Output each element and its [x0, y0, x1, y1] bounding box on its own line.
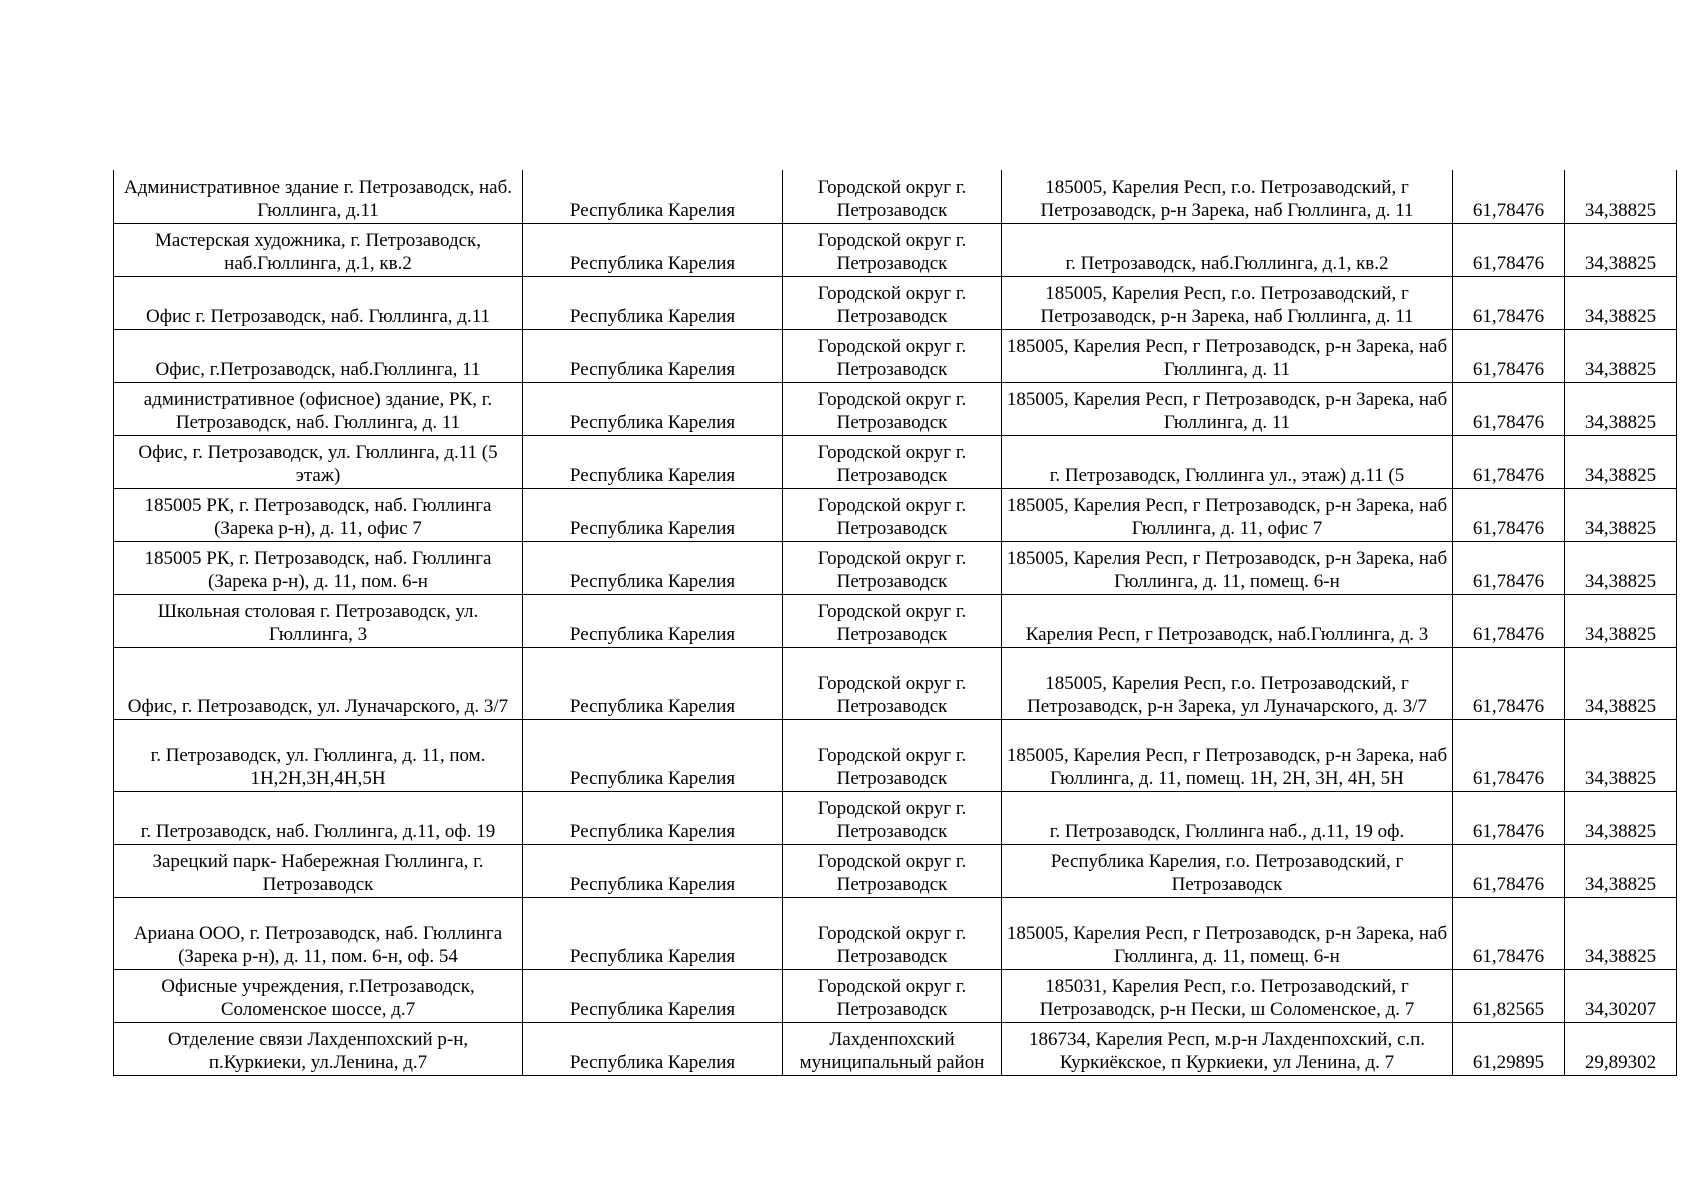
longitude-cell: 34,38825	[1565, 844, 1677, 897]
district-cell: Городской округ г. Петрозаводск	[783, 844, 1002, 897]
longitude-cell: 34,38825	[1565, 223, 1677, 276]
region-cell: Республика Карелия	[523, 382, 783, 435]
object-name-cell: Школьная столовая г. Петрозаводск, ул. Гюллинга, 3	[114, 594, 523, 647]
region-cell: Республика Карелия	[523, 488, 783, 541]
object-name-cell: административное (офисное) здание, РК, г. Петрозаводск, наб. Гюллинга, д. 11	[114, 382, 523, 435]
latitude-cell: 61,78476	[1453, 276, 1565, 329]
district-cell: Городской округ г. Петрозаводск	[783, 435, 1002, 488]
longitude-cell: 29,89302	[1565, 1022, 1677, 1075]
object-name-cell: Зарецкий парк- Набережная Гюллинга, г. Петрозаводск	[114, 844, 523, 897]
address-cell: Карелия Респ, г Петрозаводск, наб.Гюллинга, д. 3	[1002, 594, 1453, 647]
address-cell: 185005, Карелия Респ, г.о. Петрозаводский, г Петрозаводск, р-н Зарека, наб Гюллинга, д. 11	[1002, 276, 1453, 329]
longitude-cell: 34,38825	[1565, 329, 1677, 382]
district-cell: Городской округ г. Петрозаводск	[783, 647, 1002, 719]
object-name-cell: Офис г. Петрозаводск, наб. Гюллинга, д.11	[114, 276, 523, 329]
address-cell: 186734, Карелия Респ, м.р-н Лахденпохский, с.п. Куркиёкское, п Куркиеки, ул Ленина, д. 7	[1002, 1022, 1453, 1075]
table-row	[114, 541, 1677, 594]
region-cell: Республика Карелия	[523, 594, 783, 647]
address-cell: 185005, Карелия Респ, г Петрозаводск, р-н Зарека, наб Гюллинга, д. 11, помещ. 6-н	[1002, 897, 1453, 969]
address-cell: 185005, Карелия Респ, г Петрозаводск, р-н Зарека, наб Гюллинга, д. 11, помещ. 6-н	[1002, 541, 1453, 594]
object-name-cell: Офис, г. Петрозаводск, ул. Гюллинга, д.11 (5 этаж)	[114, 435, 523, 488]
latitude-cell: 61,78476	[1453, 844, 1565, 897]
district-cell: Городской округ г. Петрозаводск	[783, 382, 1002, 435]
latitude-cell: 61,78476	[1453, 719, 1565, 791]
object-name-cell: г. Петрозаводск, наб. Гюллинга, д.11, оф. 19	[114, 791, 523, 844]
latitude-cell: 61,78476	[1453, 488, 1565, 541]
registry-table-body	[114, 170, 1677, 1075]
longitude-cell: 34,38825	[1565, 170, 1677, 223]
object-name-cell: Офис, г. Петрозаводск, ул. Луначарского, д. 3/7	[114, 647, 523, 719]
address-cell: 185005, Карелия Респ, г Петрозаводск, р-н Зарека, наб Гюллинга, д. 11, помещ. 1Н, 2Н, 3Н, 4Н, 5Н	[1002, 719, 1453, 791]
table-row	[114, 329, 1677, 382]
table-row	[114, 897, 1677, 969]
table-row	[114, 382, 1677, 435]
region-cell: Республика Карелия	[523, 276, 783, 329]
table-row	[114, 488, 1677, 541]
longitude-cell: 34,38825	[1565, 897, 1677, 969]
latitude-cell: 61,78476	[1453, 647, 1565, 719]
region-cell: Республика Карелия	[523, 897, 783, 969]
address-cell: г. Петрозаводск, Гюллинга наб., д.11, 19 оф.	[1002, 791, 1453, 844]
table-row	[114, 719, 1677, 791]
address-cell: г. Петрозаводск, наб.Гюллинга, д.1, кв.2	[1002, 223, 1453, 276]
region-cell: Республика Карелия	[523, 969, 783, 1022]
latitude-cell: 61,78476	[1453, 382, 1565, 435]
region-cell: Республика Карелия	[523, 223, 783, 276]
district-cell: Городской округ г. Петрозаводск	[783, 223, 1002, 276]
latitude-cell: 61,78476	[1453, 170, 1565, 223]
latitude-cell: 61,78476	[1453, 329, 1565, 382]
table-row	[114, 647, 1677, 719]
region-cell: Республика Карелия	[523, 541, 783, 594]
table-row	[114, 223, 1677, 276]
table-row	[114, 1022, 1677, 1075]
latitude-cell: 61,78476	[1453, 223, 1565, 276]
district-cell: Городской округ г. Петрозаводск	[783, 719, 1002, 791]
address-cell: 185005, Карелия Респ, г Петрозаводск, р-н Зарека, наб Гюллинга, д. 11	[1002, 329, 1453, 382]
object-name-cell: 185005 РК, г. Петрозаводск, наб. Гюллинга (Зарека р-н), д. 11, пом. 6-н	[114, 541, 523, 594]
region-cell: Республика Карелия	[523, 844, 783, 897]
longitude-cell: 34,38825	[1565, 435, 1677, 488]
object-name-cell: Мастерская художника, г. Петрозаводск, наб.Гюллинга, д.1, кв.2	[114, 223, 523, 276]
object-name-cell: Ариана ООО, г. Петрозаводск, наб. Гюллинга (Зарека р-н), д. 11, пом. 6-н, оф. 54	[114, 897, 523, 969]
object-name-cell: Административное здание г. Петрозаводск, наб. Гюллинга, д.11	[114, 170, 523, 223]
object-name-cell: 185005 РК, г. Петрозаводск, наб. Гюллинга (Зарека р-н), д. 11, офис 7	[114, 488, 523, 541]
district-cell: Городской округ г. Петрозаводск	[783, 969, 1002, 1022]
district-cell: Городской округ г. Петрозаводск	[783, 897, 1002, 969]
object-name-cell: г. Петрозаводск, ул. Гюллинга, д. 11, пом. 1Н,2Н,3Н,4Н,5Н	[114, 719, 523, 791]
table-row	[114, 969, 1677, 1022]
district-cell: Лахденпохский муниципальный район	[783, 1022, 1002, 1075]
object-name-cell: Офисные учреждения, г.Петрозаводск, Соломенское шоссе, д.7	[114, 969, 523, 1022]
table-row	[114, 594, 1677, 647]
table-row	[114, 170, 1677, 223]
district-cell: Городской округ г. Петрозаводск	[783, 541, 1002, 594]
longitude-cell: 34,38825	[1565, 382, 1677, 435]
table-row	[114, 791, 1677, 844]
district-cell: Городской округ г. Петрозаводск	[783, 488, 1002, 541]
district-cell: Городской округ г. Петрозаводск	[783, 170, 1002, 223]
longitude-cell: 34,38825	[1565, 276, 1677, 329]
address-cell: 185031, Карелия Респ, г.о. Петрозаводский, г Петрозаводск, р-н Пески, ш Соломенское, д. 7	[1002, 969, 1453, 1022]
region-cell: Республика Карелия	[523, 435, 783, 488]
longitude-cell: 34,38825	[1565, 647, 1677, 719]
longitude-cell: 34,38825	[1565, 791, 1677, 844]
address-cell: 185005, Карелия Респ, г.о. Петрозаводский, г Петрозаводск, р-н Зарека, ул Луначарского, д. 3/7	[1002, 647, 1453, 719]
district-cell: Городской округ г. Петрозаводск	[783, 594, 1002, 647]
region-cell: Республика Карелия	[523, 719, 783, 791]
address-cell: Республика Карелия, г.о. Петрозаводский, г Петрозаводск	[1002, 844, 1453, 897]
region-cell: Республика Карелия	[523, 329, 783, 382]
table-row	[114, 435, 1677, 488]
district-cell: Городской округ г. Петрозаводск	[783, 791, 1002, 844]
address-cell: 185005, Карелия Респ, г Петрозаводск, р-н Зарека, наб Гюллинга, д. 11	[1002, 382, 1453, 435]
latitude-cell: 61,78476	[1453, 897, 1565, 969]
region-cell: Республика Карелия	[523, 791, 783, 844]
district-cell: Городской округ г. Петрозаводск	[783, 329, 1002, 382]
latitude-cell: 61,78476	[1453, 791, 1565, 844]
longitude-cell: 34,38825	[1565, 541, 1677, 594]
longitude-cell: 34,30207	[1565, 969, 1677, 1022]
latitude-cell: 61,29895	[1453, 1022, 1565, 1075]
latitude-cell: 61,78476	[1453, 541, 1565, 594]
longitude-cell: 34,38825	[1565, 594, 1677, 647]
region-cell: Республика Карелия	[523, 1022, 783, 1075]
registry-table	[113, 170, 1677, 1076]
address-cell: 185005, Карелия Респ, г.о. Петрозаводский, г Петрозаводск, р-н Зарека, наб Гюллинга, д. 11	[1002, 170, 1453, 223]
object-name-cell: Отделение связи Лахденпохский р-н, п.Куркиеки, ул.Ленина, д.7	[114, 1022, 523, 1075]
table-row	[114, 276, 1677, 329]
region-cell: Республика Карелия	[523, 647, 783, 719]
address-cell: г. Петрозаводск, Гюллинга ул., этаж) д.11 (5	[1002, 435, 1453, 488]
region-cell: Республика Карелия	[523, 170, 783, 223]
object-name-cell: Офис, г.Петрозаводск, наб.Гюллинга, 11	[114, 329, 523, 382]
latitude-cell: 61,78476	[1453, 594, 1565, 647]
address-cell: 185005, Карелия Респ, г Петрозаводск, р-н Зарека, наб Гюллинга, д. 11, офис 7	[1002, 488, 1453, 541]
longitude-cell: 34,38825	[1565, 488, 1677, 541]
longitude-cell: 34,38825	[1565, 719, 1677, 791]
table-row	[114, 844, 1677, 897]
latitude-cell: 61,78476	[1453, 435, 1565, 488]
district-cell: Городской округ г. Петрозаводск	[783, 276, 1002, 329]
latitude-cell: 61,82565	[1453, 969, 1565, 1022]
